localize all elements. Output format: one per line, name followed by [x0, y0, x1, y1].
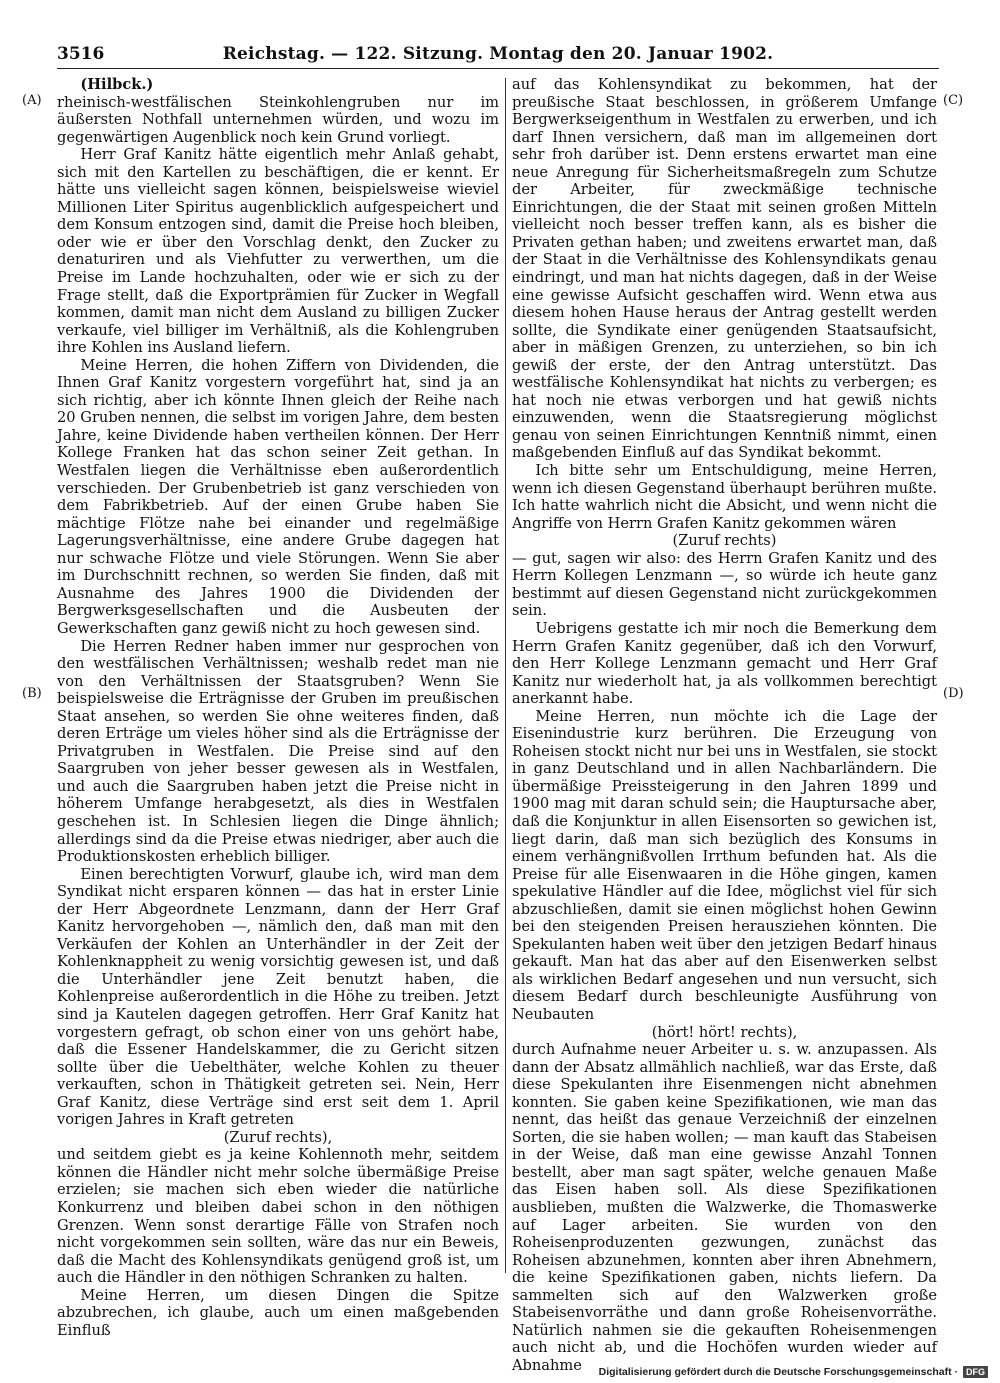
margin-marker-a: (A): [22, 93, 42, 108]
running-header: [57, 44, 939, 69]
paragraph: Meine Herren, um diesen Dingen die Spitze abzubrechen, ich glaube, auch um einen maßgebenden Einfluß: [57, 1286, 499, 1339]
interjection: (Zuruf rechts),: [223, 1128, 333, 1146]
interjection: (Zuruf rechts): [672, 532, 777, 550]
paragraph: Die Herren Redner haben immer nur gesprochen von den westfälischen Verhältnissen; weshalb redet man nie von den Verhältnissen der Staatsgruben? Wenn Sie beispielsweise die Erträgnisse der Gruben im preußischen Staat ansehen, so werden Sie ohne weiteres finden, daß deren Erträge um vieles höher sind als die Erträgnisse der Privatgruben in Westfalen. Die Preise sind auf den Saargruben von jeher besser gewesen als in Westfalen, und auch die Saargruben haben jetzt die Preise nicht in höherem Umfange herabgesetzt, als dies in Westfalen geschehen ist. In Schlesien liegen die Dinge ähnlich; allerdings sind da die Preise etwas niedriger, aber auch die Produktionskosten erheblich billiger.: [57, 637, 499, 866]
paragraph: Uebrigens gestatte ich mir noch die Bemerkung dem Herrn Grafen Kanitz gegenüber, daß ich den Vorwurf, den Herr Kollege Lenzmann gemacht und Herr Graf Kanitz nur wiederholt hat, ja als vollkommen berechtigt anerkannt habe.: [512, 619, 937, 708]
digitization-footer: [599, 1366, 988, 1378]
paragraph: auf das Kohlensyndikat zu bekommen, hat der preußische Staat beschlossen, in größerem Umfange Bergwerkseigenthum in Westfalen zu erwerben, und ich darf Ihnen versichern, daß man im allgemeinen dort sehr froh darüber ist. Denn erstens erwartet man eine neue Anregung für Sicherheitsmaßregeln zum Schutze der Arbeiter, für zweckmäßige technische Einrichtungen, die der Staat mit seinen großen Mitteln vielleicht noch besser treffen kann, als es bisher die Privaten gethan haben; und zweitens erwartet man, daß der Staat in die Verhältnisse des Kohlensyndikats genau eindringt, und man hat nichts dagegen, daß in der Weise eine gewisse Aufsicht geschaffen wird. Wenn etwa aus diesem hohen Hause heraus der Antrag gestellt werden sollte, die Syndikate einer genügenden Staatsaufsicht, aber in mäßigen Grenzen, zu unterziehen, so bin ich gewiß der erste, der den Antrag unterstützt. Das westfälische Kohlensyndikat hat nichts zu verbergen; es hat noch nie etwas verborgen und hat gewiß nichts einzuwenden, wenn die Staatsregierung möglichst genau von seinen Einrichtungen Kenntniß nimmt, einen maßgebenden Einfluß auf das Syndikat bekommt.: [512, 76, 937, 462]
paragraph: rheinisch-westfälischen Steinkohlengruben nur im äußersten Nothfall unternehmen würden, und wozu im gegenwärtigen Augenblick noch kein Grund vorliegt.: [57, 93, 499, 146]
column-divider: [505, 78, 506, 1273]
page-number: 3516: [57, 44, 105, 64]
running-title: Reichstag. — 122. Sitzung. Montag den 20. Januar 1902.: [222, 44, 774, 64]
paragraph: Meine Herren, nun möchte ich die Lage der Eisenindustrie kurz berühren. Die Erzeugung von Roheisen stockt nicht nur bei uns in Westfalen, sie stockt in ganz Deutschland und in allen Nachbarländern. Die übermäßige Preissteigerung in den Jahren 1899 und 1900 mag mit daran schuld sein; die Hauptursache aber, daß die Konjunktur in allen Eisensorten so gewichen ist, liegt darin, daß man sich bezüglich des Konsums in einem verhängnißvollen Irrthum befunden hat. Als die Preise für alle Eisenwaaren in die Höhe gingen, kamen spekulative Händler auf die Idee, möglichst viel für sich abzuschließen, damit sie einen möglichst hohen Gewinn bei den steigenden Preisen herausziehen könnten. Die Spekulanten haben weit über den jetzigen Bedarf hinaus gekauft. Man hat das aber auf den Eisenwerken selbst als wirklichen Bedarf angesehen und nun versucht, sich diesem Bedarf durch beschleunigte Ausführung von Neubauten: [512, 707, 937, 1023]
paragraph: durch Aufnahme neuer Arbeiter u. s. w. anzupassen. Als dann der Absatz allmählich nachließ, war das Erste, daß diese Spekulanten ihre Eisenmengen nicht abnehmen konnten. Sie gaben keine Spezifikationen, wie man das nennt, das heißt das genaue Verzeichniß der einzelnen Sorten, die sie haben wollen; — man kauft das Stabeisen in der Weise, daß man eine gewisse Anzahl Tonnen bestellt, aber man sagt später, welche genauen Maße das Eisen haben soll. Als diese Spezifikationen ausblieben, mußten die Walzwerke, die Thomaswerke auf Lager arbeiten. Sie wurden von den Roheisenproduzenten gezwungen, zunächst das Roheisen abzunehmen, konnten aber ihren Abnehmern, die keine Spezifikationen gaben, nichts liefern. Da sammelten sich auf den Walzwerken große Stabeisenvorräthe und dann große Roheisenvorräthe. Natürlich nahmen sie die gekauften Roheisenmengen auch nicht ab, und die Hochöfen wurden wieder auf Abnahme: [512, 1041, 937, 1374]
margin-marker-d: (D): [943, 686, 964, 701]
margin-marker-b: (B): [22, 686, 42, 701]
paragraph: — gut, sagen wir also: des Herrn Grafen Kanitz und des Herrn Kollegen Lenzmann —, so würde ich heute ganz bestimmt auf diesen Gegenstand nicht zurückgekommen sein.: [512, 549, 937, 620]
margin-marker-c: (C): [943, 93, 964, 108]
right-column: [512, 76, 937, 1374]
footer-credit: Digitalisierung gefördert durch die Deutsche Forschungsgemeinschaft ·: [598, 1366, 958, 1378]
dfg-logo-icon: DFG: [963, 1366, 988, 1378]
paragraph: Ich bitte sehr um Entschuldigung, meine Herren, wenn ich diesen Gegenstand überhaupt berühren mußte. Ich hatte wahrlich nicht die Absicht, und wenn nicht die Angriffe von Herrn Grafen Kanitz gekommen wären: [512, 462, 937, 532]
left-column: [57, 76, 499, 1339]
paragraph: Herr Graf Kanitz hätte eigentlich mehr Anlaß gehabt, sich mit den Kartellen zu beschäftigen, die er kennt. Er hätte uns vielleicht sagen können, beispielsweise wieviel Millionen Liter Spiritus augenblicklich aufgespeichert und dem Konsum entzogen sind, damit die Preise hoch bleiben, oder wie er über den Vorschlag denkt, den Zucker zu denaturiren und als Viehfutter zu verwerthen, um die Preise im Lande hochzuhalten, oder wie er sich zu der Frage stellt, daß die Exportprämien für Zucker in Wegfall kommen, damit man nicht dem Ausland zu billigen Zucker verkaufe, viel billiger im Verhältniß, als die Kohlengruben ihre Kohlen ins Ausland liefern.: [57, 146, 499, 357]
paragraph: Meine Herren, die hohen Ziffern von Dividenden, die Ihnen Graf Kanitz vorgestern vorgeführt hat, sind ja an sich richtig, aber ich könnte Ihnen gleich der Reihe nach 20 Gruben nennen, die selbst im vorigen Jahre, dem besten Jahre, keine Dividende haben vertheilen können. Der Herr Kollege Franken hat das schon seiner Zeit gethan. In Westfalen liegen die Verhältnisse eben außerordentlich verschieden. Der Grubenbetrieb ist ganz verschieden von dem Fabrikbetrieb. Auf der einen Grube haben Sie mächtige Flötze nahe bei einander und regelmäßige Lagerungsverhältnisse, eine andere Grube dagegen hat nur schwache Flötze und viele Störungen. Wenn Sie aber im Durchschnitt rechnen, so werden Sie finden, daß mit Ausnahme des Jahres 1900 die Dividenden der Bergwerksgesellschaften und die Ausbeuten der Gewerkschaften ganz gewiß nicht zu hoch gewesen sind.: [57, 356, 499, 637]
interjection: (hört! hört! rechts),: [651, 1023, 798, 1041]
paragraph: und seitdem giebt es ja keine Kohlennoth mehr, seitdem können die Händler nicht mehr solche übermäßige Preise erzielen; sie machen sich eben wieder die natürliche Konkurrenz und bleiben dabei schon in den nöthigen Grenzen. Wenn sonst derartige Fälle von Strafen noch nicht vorgekommen sein sollten, wäre das nur ein Beweis, daß die Macht des Kohlensyndikats genügend groß ist, um auch die Händler in den nöthigen Schranken zu halten.: [57, 1146, 499, 1287]
speaker-label: (Hilbck.): [80, 76, 154, 93]
paragraph: Einen berechtigten Vorwurf, glaube ich, wird man dem Syndikat nicht ersparen können — das hat in erster Linie der Herr Abgeordnete Lenzmann, dann der Herr Graf Kanitz hervorgehoben —, nämlich den, daß man mit den Verkäufen der Kohlen an Unterhändler in der Zeit der Kohlenknappheit zu wenig vorsichtig gewesen ist, und daß die Unterhändler jene Zeit benutzt haben, die Kohlenpreise außerordentlich in die Höhe zu treiben. Jetzt sind ja Kautelen dagegen getroffen. Herr Graf Kanitz hat vorgestern gefragt, ob schon einer von uns gehört habe, daß die Essener Handelskammer, die zu Gericht sitzen sollte über die Uebelthäter, welche Kohlen zu theuer verkauften, schon in Thätigkeit getreten sei. Nein, Herr Graf Kanitz, diese Verträge sind erst seit dem 1. April vorigen Jahres in Kraft getreten: [57, 865, 499, 1129]
